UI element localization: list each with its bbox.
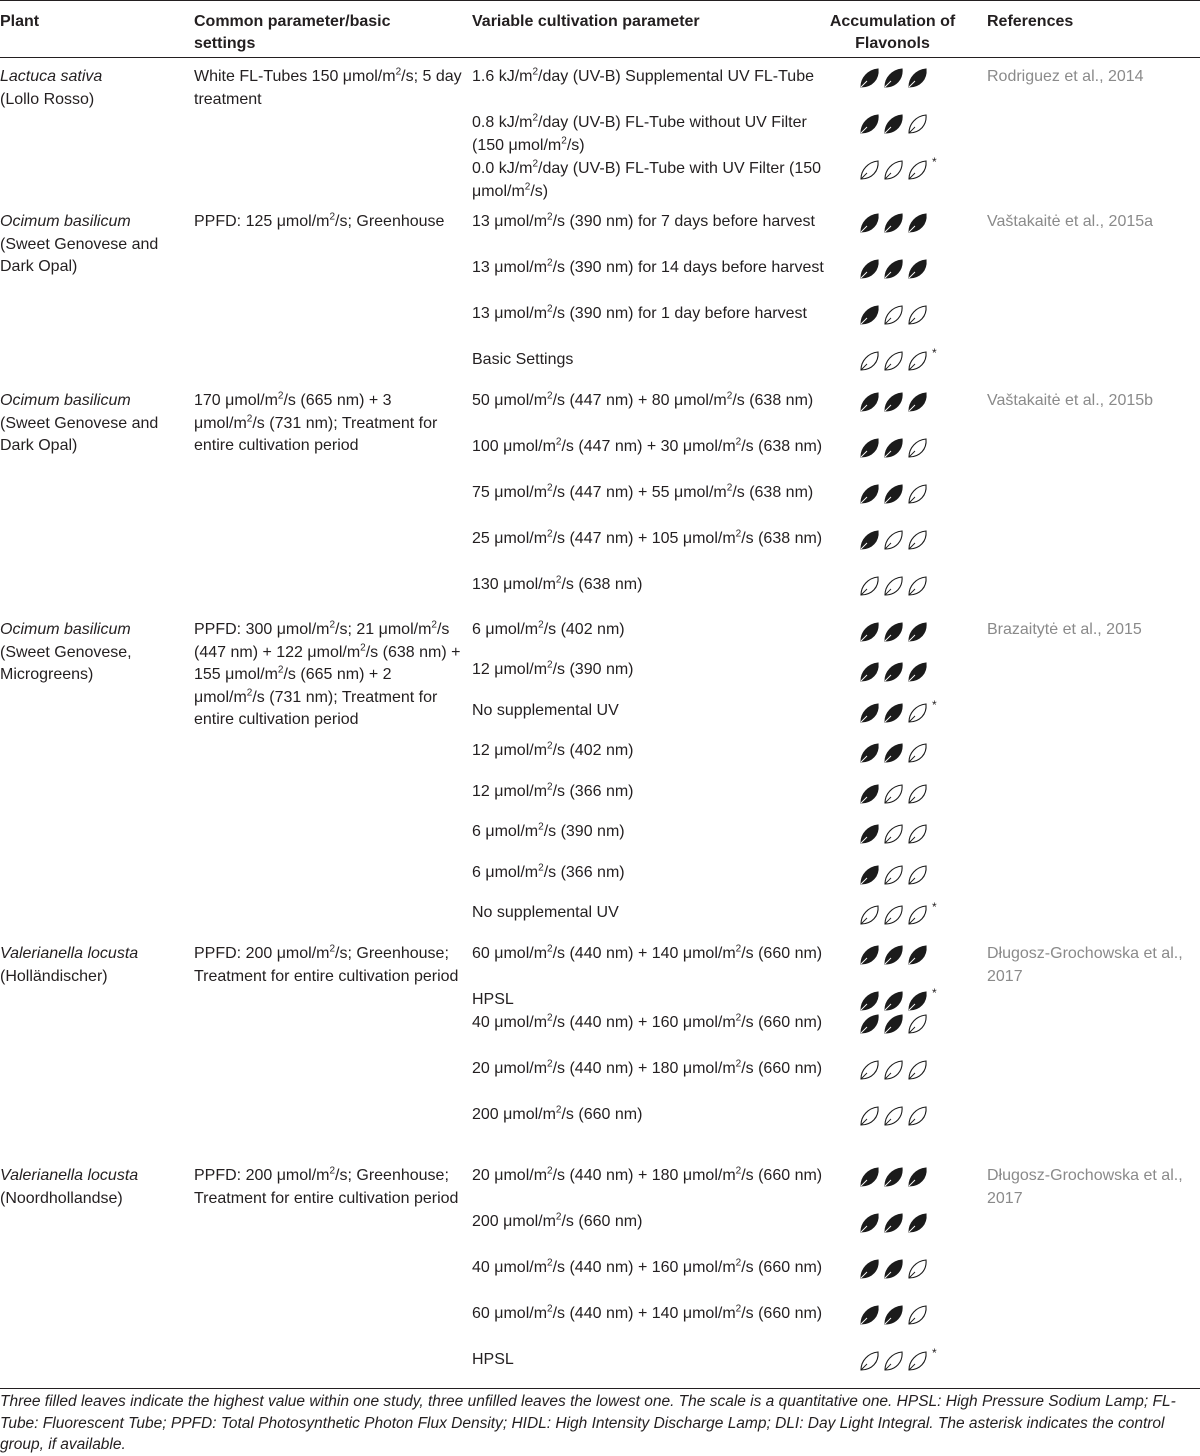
filled-leaf-icon [858, 304, 880, 326]
treatment-cell: 12 μmol/$m^2/s$ (390 nm) [472, 659, 634, 678]
flavonol-rating [858, 1013, 948, 1037]
unfilled-leaf-icon [858, 904, 880, 926]
control-group-marker: * [932, 1346, 937, 1360]
flavonol-rating [858, 258, 948, 282]
unfilled-leaf-icon [882, 575, 904, 597]
filled-leaf-icon [882, 1013, 904, 1035]
unfilled-leaf-icon [906, 1013, 928, 1035]
filled-leaf-icon [858, 113, 880, 135]
unfilled-leaf-icon [882, 1105, 904, 1127]
control-group-marker: * [932, 155, 937, 169]
flavonol-rating [858, 529, 948, 553]
flavonol-rating [858, 391, 948, 415]
filled-leaf-icon [906, 661, 928, 683]
plant-cell [0, 390, 185, 458]
unfilled-leaf-icon [882, 1059, 904, 1081]
flavonol-rating [858, 900, 948, 928]
unfilled-leaf-icon [906, 1350, 928, 1372]
unfilled-leaf-icon [906, 702, 928, 724]
unfilled-leaf-icon [858, 350, 880, 372]
filled-leaf-icon [858, 944, 880, 966]
reference-link[interactable]: Vaštakaitė et al., 2015a [987, 213, 1154, 230]
treatment-cell: No supplemental UV [472, 904, 619, 921]
species-name: Valerianella locusta [0, 1167, 139, 1184]
control-group-marker: * [932, 346, 937, 360]
flavonol-rating [858, 1346, 948, 1374]
flavonol-rating [858, 155, 948, 183]
treatment-cell: 130 μmol/$m^2/s$ (638 nm) [472, 574, 643, 593]
treatment-cell: 1.6 $kJ/m^2$/day (UV-B) Supplemental UV FL-Tube [472, 66, 814, 85]
cultivar-name: (Sweet Genovese, Microgreens) [0, 643, 132, 683]
filled-leaf-icon [858, 990, 880, 1012]
filled-leaf-icon [882, 661, 904, 683]
filled-leaf-icon [858, 212, 880, 234]
table-header [0, 0, 1200, 58]
flavonol-rating [858, 212, 948, 236]
plant-cell [0, 1165, 185, 1210]
filled-leaf-icon [882, 1212, 904, 1234]
filled-leaf-icon [858, 1166, 880, 1188]
treatment-cell: 60 μmol/$m^2/s$ (440 nm) + 140 μmol/$m^2/s$ (660 nm) [472, 943, 823, 962]
filled-leaf-icon [858, 661, 880, 683]
filled-leaf-icon [882, 483, 904, 505]
species-name: Lactuca sativa [0, 68, 103, 85]
treatment-cell: 40 μmol/$m^2/s$ (440 nm) + 160 μmol/$m^2/s$ (660 nm) [472, 1257, 823, 1276]
unfilled-leaf-icon [906, 1258, 928, 1280]
filled-leaf-icon [906, 67, 928, 89]
treatment-cell: Basic Settings [472, 351, 574, 368]
flavonol-rating [858, 864, 948, 888]
reference-link[interactable]: Brazaitytė et al., 2015 [987, 621, 1142, 638]
filled-leaf-icon [906, 944, 928, 966]
flavonol-rating [858, 944, 948, 968]
flavonol-rating [858, 986, 948, 1014]
filled-leaf-icon [858, 742, 880, 764]
treatment-cell: No supplemental UV [472, 702, 619, 719]
filled-leaf-icon [882, 1166, 904, 1188]
filled-leaf-icon [882, 1258, 904, 1280]
unfilled-leaf-icon [906, 304, 928, 326]
treatment-cell: 0.8 $kJ/m^2$/day (UV-B) FL-Tube without UV Filter (150 μmol/$m^2/s$) [472, 112, 807, 154]
treatment-cell: 13 μmol/$m^2/s$ (390 nm) for 1 day before harvest [472, 303, 807, 322]
header-plant: Plant [0, 13, 40, 30]
unfilled-leaf-icon [858, 1105, 880, 1127]
treatment-cell: 13 μmol/$m^2/s$ (390 nm) for 14 days before harvest [472, 257, 824, 276]
cultivar-name: (Holländischer) [0, 967, 108, 985]
filled-leaf-icon [882, 437, 904, 459]
common-parameter-cell: PPFD: 200 μmol/$m^2/s$; Greenhouse; Treatment for entire cultivation period [194, 1165, 459, 1207]
treatment-cell: 20 μmol/$m^2/s$ (440 nm) + 180 μmol/$m^2/s$ (660 nm) [472, 1058, 823, 1077]
filled-leaf-icon [858, 67, 880, 89]
unfilled-leaf-icon [906, 1304, 928, 1326]
filled-leaf-icon [858, 1013, 880, 1035]
flavonol-rating [858, 1212, 948, 1236]
unfilled-leaf-icon [858, 1059, 880, 1081]
filled-leaf-icon [882, 742, 904, 764]
filled-leaf-icon [882, 113, 904, 135]
filled-leaf-icon [906, 990, 928, 1012]
flavonol-rating [858, 67, 948, 91]
flavonol-rating [858, 1059, 948, 1083]
flavonol-rating [858, 1304, 948, 1328]
treatment-cell: 6 μmol/$m^2/s$ (390 nm) [472, 821, 625, 840]
unfilled-leaf-icon [906, 350, 928, 372]
common-parameter-cell: PPFD: 200 μmol/$m^2/s$; Greenhouse; Treatment for entire cultivation period [194, 943, 459, 985]
treatment-cell: 100 μmol/$m^2/s$ (447 nm) + 30 μmol/$m^2/s$ (638 nm) [472, 436, 823, 455]
cultivar-name: (Noordhollandse) [0, 1189, 123, 1207]
filled-leaf-icon [882, 621, 904, 643]
table-footnote: Three filled leaves indicate the highest value within one study, three unfilled leaves the lowest one. The scale is a quantitative one. HPSL: High Pressure Sodium Lamp; FL-Tube: Fluorescent Tube; PPFD: Total Photosynthetic Photon Flux Density; HIDL: High Intensity Discharge Lamp; DLI: Day Light Integral. The asterisk indicates the control group, if available. [0, 1393, 1176, 1453]
unfilled-leaf-icon [882, 1350, 904, 1372]
header-variable-parameter: Variable cultivation parameter [472, 13, 700, 30]
treatment-cell: 25 μmol/$m^2/s$ (447 nm) + 105 μmol/$m^2/s$ (638 nm) [472, 528, 823, 547]
unfilled-leaf-icon [906, 864, 928, 886]
control-group-marker: * [932, 900, 937, 914]
header-references: References [987, 13, 1074, 30]
flavonol-rating [858, 575, 948, 599]
unfilled-leaf-icon [906, 529, 928, 551]
treatment-cell: 40 μmol/$m^2/s$ (440 nm) + 160 μmol/$m^2/s$ (660 nm) [472, 1012, 823, 1031]
flavonol-rating [858, 113, 948, 137]
cultivar-name: (Sweet Genovese and Dark Opal) [0, 414, 159, 454]
reference-link[interactable]: Długosz-Grochowska et al., 2017 [987, 945, 1183, 985]
filled-leaf-icon [906, 391, 928, 413]
unfilled-leaf-icon [906, 742, 928, 764]
unfilled-leaf-icon [906, 1105, 928, 1127]
reference-link[interactable]: Vaštakaitė et al., 2015b [987, 392, 1154, 409]
flavonol-rating [858, 698, 948, 726]
flavonol-rating [858, 346, 948, 374]
header-accumulation: Accumulation of Flavonols [829, 13, 956, 52]
filled-leaf-icon [858, 437, 880, 459]
flavonol-rating [858, 1258, 948, 1282]
filled-leaf-icon [882, 212, 904, 234]
header-common-parameter: Common parameter/basic settings [194, 13, 391, 52]
unfilled-leaf-icon [882, 350, 904, 372]
filled-leaf-icon [858, 258, 880, 280]
unfilled-leaf-icon [858, 159, 880, 181]
cultivar-name: (Sweet Genovese and Dark Opal) [0, 235, 159, 275]
treatment-cell: 200 μmol/$m^2/s$ (660 nm) [472, 1211, 643, 1230]
filled-leaf-icon [858, 1304, 880, 1326]
unfilled-leaf-icon [882, 159, 904, 181]
flavonol-rating [858, 661, 948, 685]
plant-cell [0, 66, 185, 111]
filled-leaf-icon [882, 990, 904, 1012]
filled-leaf-icon [858, 1258, 880, 1280]
filled-leaf-icon [858, 1212, 880, 1234]
unfilled-leaf-icon [906, 483, 928, 505]
unfilled-leaf-icon [906, 113, 928, 135]
filled-leaf-icon [906, 1166, 928, 1188]
common-parameter-cell: White FL-Tubes 150 μmol/$m^2/s$; 5 day treatment [194, 66, 462, 108]
unfilled-leaf-icon [882, 529, 904, 551]
unfilled-leaf-icon [882, 783, 904, 805]
control-group-marker: * [932, 698, 937, 712]
filled-leaf-icon [858, 621, 880, 643]
filled-leaf-icon [858, 702, 880, 724]
reference-link[interactable]: Długosz-Grochowska et al., 2017 [987, 1167, 1183, 1207]
flavonol-rating [858, 304, 948, 328]
unfilled-leaf-icon [906, 1059, 928, 1081]
filled-leaf-icon [906, 212, 928, 234]
treatment-cell: 50 μmol/$m^2/s$ (447 nm) + 80 μmol/$m^2/s$ (638 nm) [472, 390, 814, 409]
unfilled-leaf-icon [906, 823, 928, 845]
filled-leaf-icon [906, 258, 928, 280]
unfilled-leaf-icon [906, 904, 928, 926]
filled-leaf-icon [858, 529, 880, 551]
treatment-cell: 12 μmol/$m^2/s$ (402 nm) [472, 740, 634, 759]
unfilled-leaf-icon [882, 904, 904, 926]
treatment-cell: 0.0 $kJ/m^2$/day (UV-B) FL-Tube with UV Filter (150 μmol/$m^2/s$) [472, 158, 822, 200]
flavonol-rating [858, 1166, 948, 1190]
treatment-cell: HPSL [472, 1351, 514, 1368]
filled-leaf-icon [882, 944, 904, 966]
species-name: Ocimum basilicum [0, 621, 131, 638]
treatment-cell: 60 μmol/$m^2/s$ (440 nm) + 140 μmol/$m^2/s$ (660 nm) [472, 1303, 823, 1322]
filled-leaf-icon [906, 621, 928, 643]
common-parameter-cell: PPFD: 300 μmol/$m^2/s$; 21 μmol/$m^2/s$ (447 nm) + 122 μmol/$m^2/s$ (638 nm) + 155 μmol/$m^2/s$ (665 nm) + 2 μmol/$m^2/s$ (731 nm); Treatment for entire cultivation period [194, 619, 461, 728]
flavonol-rating [858, 1105, 948, 1129]
treatment-cell: 6 μmol/$m^2/s$ (366 nm) [472, 862, 625, 881]
filled-leaf-icon [882, 258, 904, 280]
treatment-cell: 200 μmol/$m^2/s$ (660 nm) [472, 1104, 643, 1123]
unfilled-leaf-icon [906, 575, 928, 597]
unfilled-leaf-icon [858, 1350, 880, 1372]
species-name: Ocimum basilicum [0, 392, 131, 409]
unfilled-leaf-icon [882, 864, 904, 886]
treatment-cell: 20 μmol/$m^2/s$ (440 nm) + 180 μmol/$m^2/s$ (660 nm) [472, 1165, 823, 1184]
cultivar-name: (Lollo Rosso) [0, 90, 95, 108]
filled-leaf-icon [882, 702, 904, 724]
filled-leaf-icon [858, 823, 880, 845]
treatment-cell: 6 μmol/$m^2/s$ (402 nm) [472, 619, 625, 638]
plant-cell [0, 619, 185, 687]
flavonol-rating [858, 437, 948, 461]
treatment-cell: HPSL [472, 991, 514, 1008]
common-parameter-cell: PPFD: 125 μmol/$m^2/s$; Greenhouse [194, 211, 445, 230]
control-group-marker: * [932, 986, 937, 1000]
unfilled-leaf-icon [882, 823, 904, 845]
filled-leaf-icon [882, 67, 904, 89]
filled-leaf-icon [882, 1304, 904, 1326]
treatment-cell: 13 μmol/$m^2/s$ (390 nm) for 7 days before harvest [472, 211, 815, 230]
species-name: Ocimum basilicum [0, 213, 131, 230]
flavonol-rating [858, 621, 948, 645]
unfilled-leaf-icon [906, 783, 928, 805]
filled-leaf-icon [906, 1212, 928, 1234]
table-bottom-rule [0, 1388, 1200, 1389]
reference-link[interactable]: Rodriguez et al., 2014 [987, 68, 1144, 85]
filled-leaf-icon [858, 483, 880, 505]
unfilled-leaf-icon [906, 159, 928, 181]
flavonol-rating [858, 483, 948, 507]
treatment-cell: 75 μmol/$m^2/s$ (447 nm) + 55 μmol/$m^2/s$ (638 nm) [472, 482, 814, 501]
filled-leaf-icon [858, 864, 880, 886]
common-parameter-cell: 170 μmol/$m^2/s$ (665 nm) + 3 μmol/$m^2/s$ (731 nm); Treatment for entire cultivation period [194, 390, 438, 454]
flavonol-rating [858, 742, 948, 766]
filled-leaf-icon [882, 391, 904, 413]
unfilled-leaf-icon [858, 575, 880, 597]
unfilled-leaf-icon [882, 304, 904, 326]
filled-leaf-icon [858, 783, 880, 805]
flavonol-rating [858, 783, 948, 807]
unfilled-leaf-icon [906, 437, 928, 459]
plant-cell [0, 211, 185, 279]
filled-leaf-icon [858, 391, 880, 413]
flavonol-rating [858, 823, 948, 847]
plant-cell [0, 943, 185, 988]
treatment-cell: 12 μmol/$m^2/s$ (366 nm) [472, 781, 634, 800]
species-name: Valerianella locusta [0, 945, 139, 962]
